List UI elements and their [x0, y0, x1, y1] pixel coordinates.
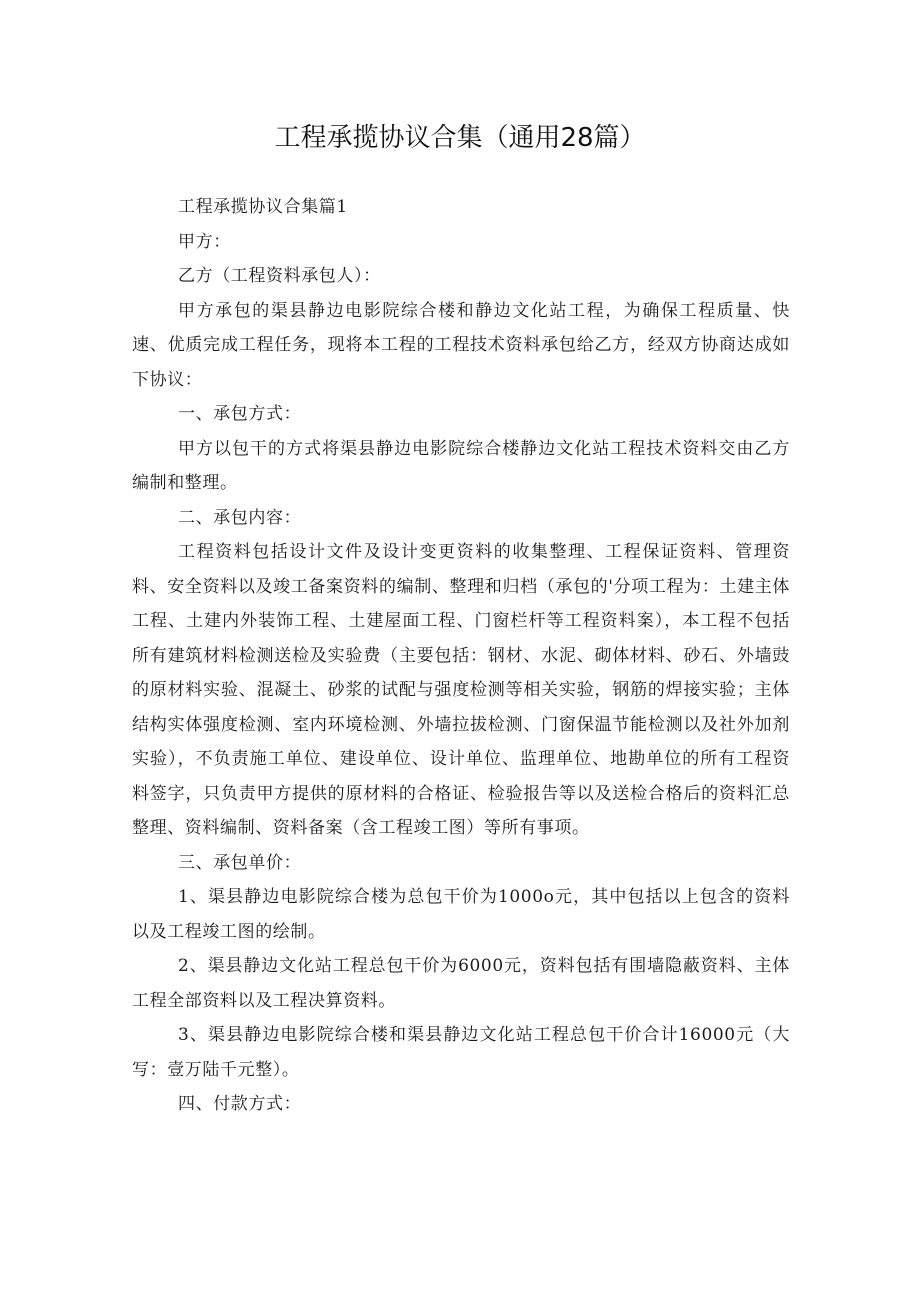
intro-paragraph: 甲方承包的渠县静边电影院综合楼和静边文化站工程，为确保工程质量、快速、优质完成工程任务，现将本工程的工程技术资料承包给乙方，经双方协商达成如下协议： — [132, 300, 790, 390]
party-a-line: 甲方： — [178, 231, 231, 252]
price-item-1: 1、渠县静边电影院综合楼为总包干价为1000o元，其中包括以上包含的资料以及工程竣工图的绘制。 — [132, 887, 790, 942]
price-item-3: 3、渠县静边电影院综合楼和渠县静边文化站工程总包干价合计16000元（大写：壹万陆千元整）。 — [132, 1025, 790, 1080]
document-body — [132, 190, 790, 1122]
clause-heading-1: 一、承包方式： — [178, 404, 302, 424]
clause-heading-4: 四、付款方式： — [178, 1094, 302, 1114]
clause-heading-2: 二、承包内容： — [178, 507, 302, 528]
clause-heading-3: 三、承包单价： — [178, 852, 302, 873]
clause-paragraph-1: 甲方以包干的方式将渠县静边电影院综合楼静边文化站工程技术资料交由乙方编制和整理。 — [132, 438, 790, 493]
party-b-line: 乙方（工程资料承包人）： — [178, 266, 381, 286]
section-heading: 工程承揽协议合集篇1 — [178, 197, 348, 217]
document-title: 工程承揽协议合集（通用28篇） — [274, 123, 646, 153]
clause-paragraph-2: 工程资料包括设计文件及设计变更资料的收集整理、工程保证资料、管理资料、安全资料以及竣工备案资料的编制、整理和归档（承包的'分项工程为：土建主体工程、土建内外装饰工程、土建屋面工程、门窗栏杆等工程资料案），本工程不包括所有建筑材料检测送检及实验费（主要包括：钢材、水泥、砌体材料、砂石、外墙豉的原材料实验、混凝土、砂浆的试配与强度检测等相关实验，钢筋的焊接实验；主体结构实体强度检测、室内环境检测、外墙拉拔检测、门窗保温节能检测以及社外加剂实验），不负责施工单位、建设单位、设计单位、监理单位、地勘单位的所有工程资料签字，只负责甲方提供的原材料的合格证、检验报告等以及送检合格后的资料汇总整理、资料编制、资料备案（含工程竣工图）等所有事项。 — [132, 542, 790, 838]
price-item-2: 2、渠县静边文化站工程总包干价为6000元，资料包括有围墙隐蔽资料、主体工程全部资料以及工程决算资料。 — [132, 956, 790, 1011]
